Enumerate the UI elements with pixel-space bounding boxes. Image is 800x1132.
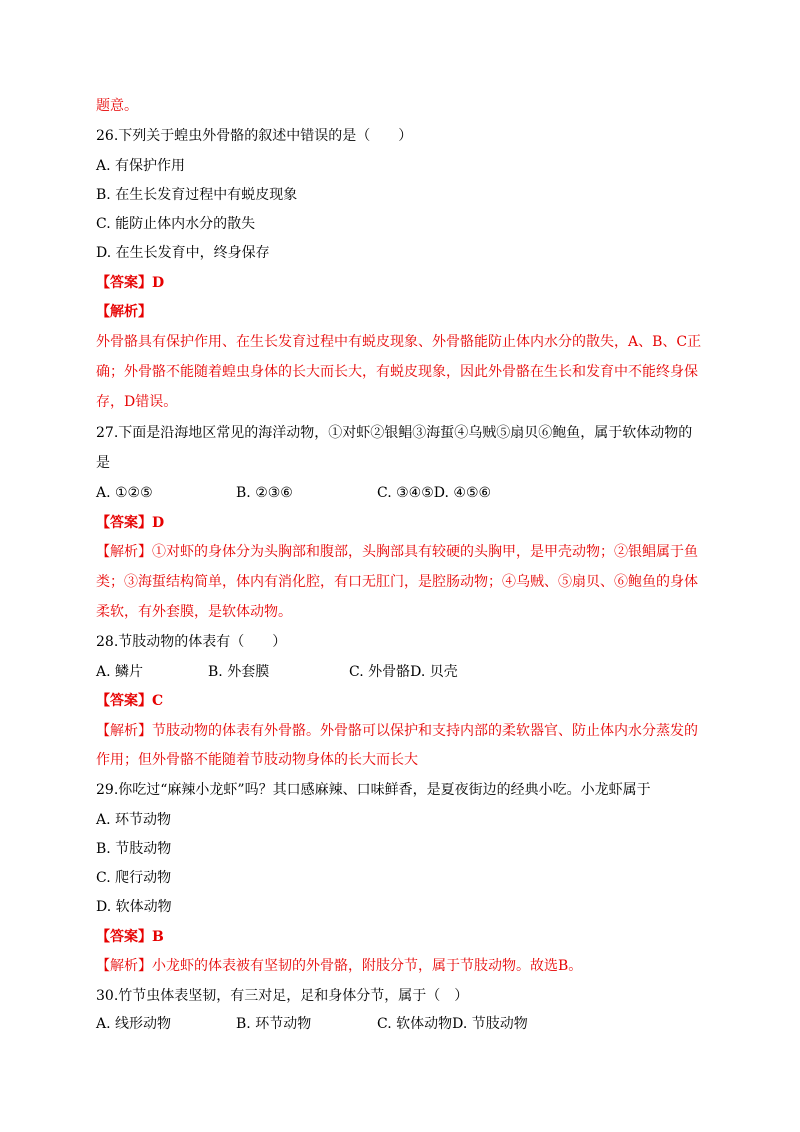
q27-explanation-line-1: 【解析】①对虾的身体分为头胸部和腹部，头胸部具有较硬的头胸甲，是甲壳动物；②银鲳属于鱼 (96, 544, 698, 560)
q29-explanation: 【解析】小龙虾的体表被有坚韧的外骨骼，附肢分节，属于节肢动物。故选B。 (96, 958, 583, 974)
q30-option-a: A. 线形动物 (96, 1016, 172, 1032)
question-27-line-1: 27.下面是沿海地区常见的海洋动物，①对虾②银鲳③海蜇④乌贼⑤扇贝⑥鲍鱼，属于软体动物的 (96, 425, 693, 441)
question-28: 28.节肢动物的体表有（ ） (96, 634, 287, 650)
q28-explanation-line-1: 【解析】节肢动物的体表有外骨骼。外骨骼可以保护和支持内部的柔软器官、防止体内水分蒸发的 (96, 723, 698, 739)
q26-explanation-line-2: 确；外骨骼不能随着蝗虫身体的长大而长大，有蜕皮现象，因此外骨骼在生长和发育中不能终身保 (96, 364, 698, 380)
q26-answer: 【答案】D (96, 275, 165, 291)
q28-option-c-d: C. 外骨骼D. 贝壳 (349, 664, 458, 680)
continued-explanation-line: 题意。 (96, 98, 138, 114)
q28-answer: 【答案】C (96, 693, 164, 709)
q26-explanation-line-3: 存，D错误。 (96, 394, 178, 410)
q27-explanation-line-3: 柔软，有外套膜，是软体动物。 (96, 604, 292, 620)
q30-option-c-d: C. 软体动物D. 节肢动物 (377, 1016, 528, 1032)
q30-option-b: B. 环节动物 (236, 1016, 312, 1032)
q26-option-c: C. 能防止体内水分的散失 (96, 216, 256, 232)
q26-option-d: D. 在生长发育中，终身保存 (96, 245, 270, 261)
q27-answer: 【答案】D (96, 515, 165, 531)
q27-option-c-d: C. ③④⑤D. ④⑤⑥ (377, 485, 492, 501)
question-27-line-2: 是 (96, 455, 110, 471)
q27-option-b: B. ②③⑥ (236, 485, 293, 501)
q29-option-b: B. 节肢动物 (96, 841, 172, 857)
q28-option-b: B. 外套膜 (208, 664, 270, 680)
question-30: 30.竹节虫体表坚韧，有三对足，足和身体分节，属于（ ） (96, 988, 469, 1004)
question-26: 26.下列关于蝗虫外骨骼的叙述中错误的是（ ） (96, 128, 413, 144)
q26-option-b: B. 在生长发育过程中有蜕皮现象 (96, 187, 298, 203)
q27-option-a: A. ①②⑤ (96, 485, 153, 501)
q26-option-a: A. 有保护作用 (96, 158, 186, 174)
q29-option-a: A. 环节动物 (96, 812, 172, 828)
q26-explanation-heading: 【解析】 (96, 304, 152, 320)
q27-explanation-line-2: 类；③海蜇结构简单，体内有消化腔，有口无肛门，是腔肠动物；④乌贼、⑤扇贝、⑥鲍鱼的身体 (96, 574, 698, 590)
q26-explanation-line-1: 外骨骼具有保护作用、在生长发育过程中有蜕皮现象、外骨骼能防止体内水分的散失，A、B、C正 (96, 334, 702, 350)
q29-option-c: C. 爬行动物 (96, 870, 172, 886)
question-29: 29.你吃过“麻辣小龙虾”吗？其口感麻辣、口味鲜香，是夏夜街边的经典小吃。小龙虾属于 (96, 782, 651, 798)
q28-option-a: A. 鳞片 (96, 664, 144, 680)
q29-option-d: D. 软体动物 (96, 899, 172, 915)
q29-answer: 【答案】B (96, 929, 164, 945)
q28-explanation-line-2: 作用；但外骨骼不能随着节肢动物身体的长大而长大 (96, 752, 418, 768)
